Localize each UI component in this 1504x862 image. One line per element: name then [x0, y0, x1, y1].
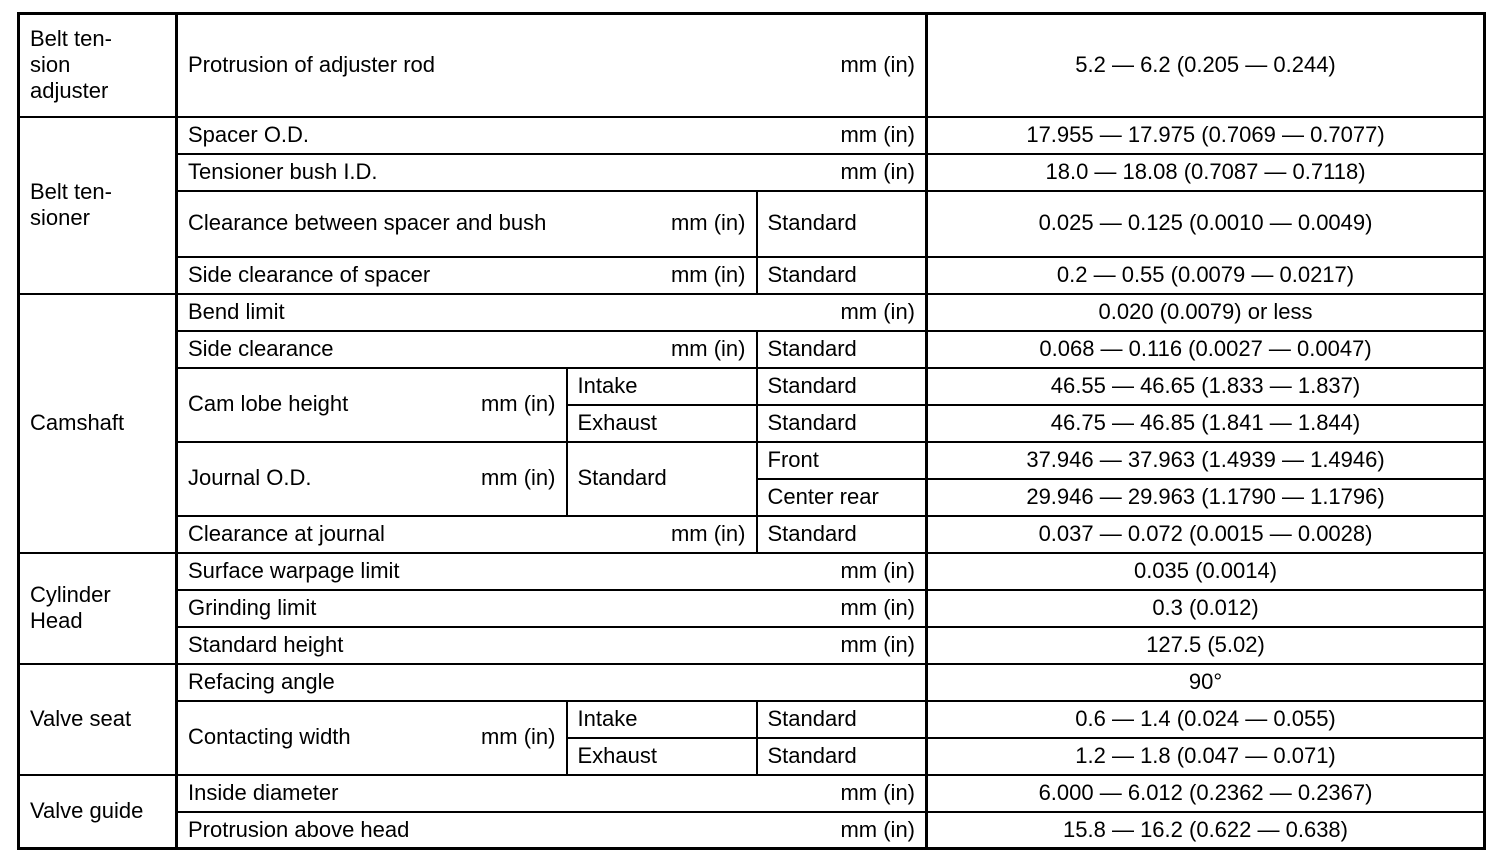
spec-label: Spacer O.D.	[188, 121, 310, 147]
label-unit	[188, 521, 746, 547]
table-row	[19, 191, 1485, 257]
table-row	[19, 257, 1485, 294]
standard-label: Standard	[757, 257, 927, 294]
spec-cell	[177, 590, 927, 627]
spec-label: Clearance between spacer and bush	[188, 210, 547, 236]
spec-label: Journal O.D.	[188, 465, 312, 491]
table-row	[19, 331, 1485, 368]
standard-label: Standard	[757, 516, 927, 553]
spec-label: Surface warpage limit	[188, 557, 400, 583]
spec-value: 1.2 — 1.8 (0.047 — 0.071)	[927, 738, 1485, 775]
spec-label: Protrusion above head	[188, 816, 410, 842]
spec-value: 0.037 — 0.072 (0.0015 — 0.0028)	[927, 516, 1485, 553]
standard-label: Standard	[757, 701, 927, 738]
sub-label: Intake	[567, 368, 757, 405]
spec-label: Refacing angle	[188, 668, 335, 694]
spec-cell	[177, 775, 927, 812]
unit-label: mm (in)	[840, 121, 916, 147]
table-row	[19, 368, 1485, 405]
label-unit	[188, 724, 556, 750]
sub-label: Center rear	[757, 479, 927, 516]
spec-label: Contacting width	[188, 724, 351, 750]
table-row	[19, 14, 1485, 117]
label-unit	[188, 391, 556, 417]
category-cell: Camshaft	[19, 294, 177, 553]
table-row	[19, 812, 1485, 849]
label-unit	[188, 632, 915, 658]
table-row	[19, 553, 1485, 590]
standard-label: Standard	[757, 368, 927, 405]
spec-cell	[177, 14, 927, 117]
label-unit	[188, 159, 915, 185]
sub-label: Exhaust	[567, 405, 757, 442]
spec-cell	[177, 442, 567, 516]
unit-label: mm (in)	[480, 724, 556, 750]
standard-label: Standard	[757, 405, 927, 442]
unit-label: mm (in)	[670, 261, 746, 287]
spec-cell	[177, 812, 927, 849]
table-row	[19, 442, 1485, 479]
spec-value: 0.2 — 0.55 (0.0079 — 0.0217)	[927, 257, 1485, 294]
spec-cell	[177, 368, 567, 442]
table-row	[19, 664, 1485, 701]
unit-label: mm (in)	[840, 52, 916, 78]
spec-value: 0.025 — 0.125 (0.0010 — 0.0049)	[927, 191, 1485, 257]
spec-label: Grinding limit	[188, 594, 317, 620]
unit-label: mm (in)	[840, 298, 916, 324]
category-cell: Belt ten- sion adjuster	[19, 14, 177, 117]
unit-label: mm (in)	[840, 816, 916, 842]
spec-label: Bend limit	[188, 298, 285, 324]
spec-label: Side clearance of spacer	[188, 261, 431, 287]
spec-value: 18.0 — 18.08 (0.7087 — 0.7118)	[927, 154, 1485, 191]
category-cell: Valve seat	[19, 664, 177, 775]
spec-label: Protrusion of adjuster rod	[188, 52, 436, 78]
spec-value: 29.946 — 29.963 (1.1790 — 1.1796)	[927, 479, 1485, 516]
sub-label: Front	[757, 442, 927, 479]
label-unit	[188, 52, 915, 78]
spec-cell	[177, 627, 927, 664]
unit-label: mm (in)	[480, 465, 556, 491]
category-cell: Cylinder Head	[19, 553, 177, 664]
unit-label: mm (in)	[670, 210, 746, 236]
label-unit	[188, 817, 915, 843]
unit-label: mm (in)	[480, 391, 556, 417]
unit-label: mm (in)	[840, 779, 916, 805]
spec-label: Tensioner bush I.D.	[188, 158, 378, 184]
spec-value: 0.3 (0.012)	[927, 590, 1485, 627]
unit-label: mm (in)	[670, 335, 746, 361]
spec-value: 0.6 — 1.4 (0.024 — 0.055)	[927, 701, 1485, 738]
spec-label: Standard height	[188, 631, 344, 657]
unit-label: mm (in)	[840, 594, 916, 620]
table-row	[19, 154, 1485, 191]
spec-cell	[177, 154, 927, 191]
spec-value: 90°	[927, 664, 1485, 701]
spec-value: 46.75 — 46.85 (1.841 — 1.844)	[927, 405, 1485, 442]
label-unit	[188, 595, 915, 621]
table-row	[19, 590, 1485, 627]
spec-value: 127.5 (5.02)	[927, 627, 1485, 664]
spec-cell	[177, 553, 927, 590]
table-row	[19, 294, 1485, 331]
standard-label: Standard	[757, 331, 927, 368]
label-unit	[188, 210, 746, 236]
spec-cell	[177, 191, 757, 257]
category-cell: Valve guide	[19, 775, 177, 849]
spec-cell	[177, 331, 757, 368]
table-row	[19, 701, 1485, 738]
spec-cell	[177, 294, 927, 331]
spec-cell	[177, 117, 927, 154]
spec-value: 0.068 — 0.116 (0.0027 — 0.0047)	[927, 331, 1485, 368]
spec-value: 17.955 — 17.975 (0.7069 — 0.7077)	[927, 117, 1485, 154]
standard-label: Standard	[757, 738, 927, 775]
table-row	[19, 775, 1485, 812]
spec-cell	[177, 701, 567, 775]
label-unit	[188, 262, 746, 288]
unit-label: mm (in)	[670, 520, 746, 546]
spec-value: 0.020 (0.0079) or less	[927, 294, 1485, 331]
spec-value: 0.035 (0.0014)	[927, 553, 1485, 590]
standard-label: Standard	[757, 191, 927, 257]
specifications-table	[17, 12, 1486, 850]
label-unit	[188, 122, 915, 148]
spec-label: Cam lobe height	[188, 391, 349, 417]
table-row	[19, 516, 1485, 553]
spec-label: Inside diameter	[188, 779, 339, 805]
sub-label: Exhaust	[567, 738, 757, 775]
table-row	[19, 627, 1485, 664]
label-unit	[188, 558, 915, 584]
category-cell: Belt ten- sioner	[19, 117, 177, 294]
spec-cell	[177, 664, 927, 701]
spec-value: 37.946 — 37.963 (1.4939 — 1.4946)	[927, 442, 1485, 479]
spec-value: 6.000 — 6.012 (0.2362 — 0.2367)	[927, 775, 1485, 812]
sub-label: Intake	[567, 701, 757, 738]
unit-label: mm (in)	[840, 557, 916, 583]
spec-value: 5.2 — 6.2 (0.205 — 0.244)	[927, 14, 1485, 117]
spec-label: Side clearance	[188, 335, 334, 361]
label-unit	[188, 465, 556, 491]
unit-label: mm (in)	[840, 158, 916, 184]
spec-value: 15.8 — 16.2 (0.622 — 0.638)	[927, 812, 1485, 849]
spec-value: 46.55 — 46.65 (1.833 — 1.837)	[927, 368, 1485, 405]
label-unit	[188, 299, 915, 325]
spec-cell	[177, 257, 757, 294]
label-unit	[188, 336, 746, 362]
spec-cell	[177, 516, 757, 553]
spec-label: Clearance at journal	[188, 520, 385, 546]
standard-label: Standard	[567, 442, 757, 516]
label-unit	[188, 780, 915, 806]
label-unit	[188, 669, 915, 695]
unit-label: mm (in)	[840, 631, 916, 657]
table-row	[19, 117, 1485, 154]
